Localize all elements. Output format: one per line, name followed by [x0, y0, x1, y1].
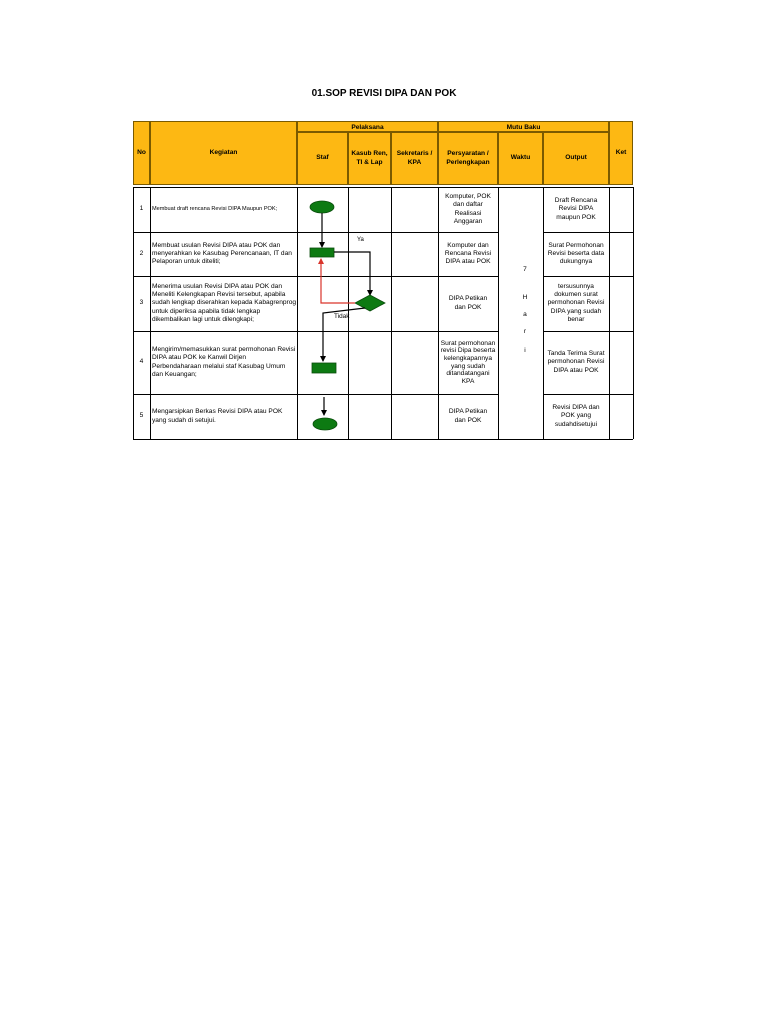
header-kegiatan: Kegiatan [150, 121, 297, 185]
row-1-kegiatan: Membuat draft rencana Revisi DIPA Maupun POK; [152, 206, 278, 212]
header-staf: Staf [297, 132, 348, 185]
row-1-persyaratan: Komputer, POK dan daftar Realisasi Anggaran [445, 193, 491, 225]
waktu-letter: 7 [523, 266, 527, 273]
page-title: 01.SOP REVISI DIPA DAN POK [311, 88, 457, 99]
waktu-letter: i [524, 347, 526, 354]
header-output: Output [543, 132, 609, 185]
row-1-no: 1 [139, 205, 144, 213]
header-sekretaris: Sekretaris / KPA [391, 132, 438, 185]
header-no: No [133, 121, 150, 185]
row-3-no: 3 [139, 299, 144, 307]
row-2-persyaratan: Komputer dan Rencana Revisi DIPA atau POK [444, 242, 492, 266]
waktu-letter: H [522, 294, 528, 301]
header-waktu: Waktu [498, 132, 543, 185]
row-5-persyaratan: DIPA Petikan dan POK [448, 408, 488, 424]
header-persyaratan: Persyaratan / Perlengkapan [438, 132, 498, 185]
waktu-letter: r [523, 328, 527, 335]
process-shape [310, 248, 334, 257]
sop-table [133, 121, 633, 441]
waktu-letter: a [523, 311, 527, 318]
return-arrow [321, 259, 355, 303]
row-5-output: Revisi DIPA dan POK yang sudahdisetujui [552, 404, 600, 428]
flow-label-tidak: Tidak [334, 313, 350, 320]
row-2-output: Surat Permohonan Revisi beserta data dukungnya [547, 242, 605, 266]
row-2-kegiatan: Membuat usulan Revisi DIPA atau POK dan menyerahkan ke Kasubag Perencanaan, IT dan Pelaporan untuk diteliti; [152, 241, 292, 266]
row-5-no: 5 [139, 412, 144, 420]
row-4-persyaratan: Surat permohonan revisi Dipa beserta kelengkapannya yang sudah ditandatangani KPA [440, 339, 496, 385]
flow-arrow-ya [334, 252, 370, 295]
header-ket: Ket [609, 121, 633, 185]
end-terminator-shape [313, 418, 337, 430]
flowchart [133, 121, 633, 441]
row-5-kegiatan: Mengarsipkan Berkas Revisi DIPA atau POK yang sudah di setujui. [152, 408, 283, 424]
flow-label-ya: Ya [357, 237, 364, 243]
row-3-output: tersusunnya dokumen surat permohonan Revisi DIPA yang sudah benar [547, 282, 605, 323]
header-pelaksana: Pelaksana [297, 121, 438, 132]
row-4-no: 4 [139, 358, 144, 366]
row-4-kegiatan: Mengirim/memasukkan surat permohonan Revisi DIPA atau POK ke Kanwil Dirjen Perbendaharaan melalui staf Kasubag Umum dan Keuangan; [152, 346, 296, 378]
header-mutu-baku: Mutu Baku [438, 121, 609, 132]
process-shape [312, 363, 336, 373]
row-3-kegiatan: Menerima usulan Revisi DIPA atau POK dan Meneliti Kelengkapan Revisi tersebut, apabila sudah lengkap diserahkan kepada Kabagrenprog untuk diperiksa apabila tidak lengkap dikembalikan lagi untuk dilengkapi; [152, 282, 297, 323]
col-border [633, 187, 634, 439]
row-1-output: Draft Rencana Revisi DIPA maupun POK [554, 197, 598, 221]
row-3-persyaratan: DIPA Petikan dan POK [448, 295, 488, 311]
row-2-no: 2 [139, 249, 144, 257]
header-kasub: Kasub Ren, TI & Lap [348, 132, 391, 185]
start-terminator-shape [310, 201, 334, 213]
row-4-output: Tanda Terima Surat permohonan Revisi DIPA atau POK [547, 350, 605, 374]
